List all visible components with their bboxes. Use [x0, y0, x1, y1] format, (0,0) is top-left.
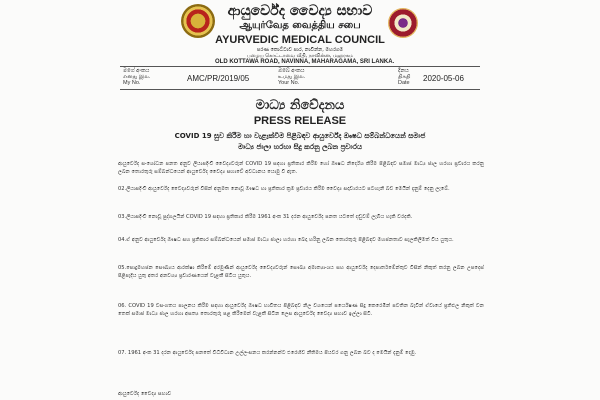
council-name-tamil: ஆயுர்வேத வைத்திய சபை	[239, 20, 361, 31]
subject-line-1: COVID 19 සුව කිරීම හා වැළැක්වීම පිළිබඳව ආයුර්වේද ඖෂධ සම්බන්ධයෙන් සමාජ	[174, 132, 426, 140]
header-divider	[120, 66, 480, 67]
body-paragraph-7: 07. 1961 අංක 31 දරන ආයුර්වේද පනතේ විධිවිධාන උල්ලංඝනය කරන්නන්ට එරෙහිව නීතිමය පියවර ගනු ලබන බව ද මෙයින් දැනුම් දෙමු.	[118, 350, 417, 356]
body-paragraph-3: 03.ලියාපදිංචි නොවූ පුද්ගලයින් COVID 19 සඳහා ප්‍රතිකාර කිරීම 1961 අංක 31 දරන ආයුර්වේද පනත යටතේ දඬුවම් ලැබිය හැකි වරදකි.	[118, 214, 413, 220]
council-name-english: AYURVEDIC MEDICAL COUNCIL	[215, 34, 385, 46]
reference-divider	[120, 89, 480, 90]
government-emblem-icon	[181, 4, 215, 38]
address-tamil: பழைய கொட்டாவை வீதி, நாவின்ன, மஹரகம	[246, 53, 354, 59]
date-label: දිනය திகதி Date	[398, 68, 411, 86]
address-sinhala: පරණ කොට්ටාව පාර, නාවින්න, මහරගම	[256, 47, 344, 53]
council-name-sinhala: ආයුර්වේද වෛද්‍ය සභාව	[227, 3, 373, 19]
your-no-label: ඔබේ අංකය உமது இல. Your No.	[278, 68, 306, 86]
page-title-sinhala: මාධ්‍ය නිවේදනය	[255, 98, 345, 113]
address-english: OLD KOTTAWA ROAD, NAVINNA, MAHARAGAMA, SRI LANKA.	[215, 59, 395, 65]
my-no-label: මගේ අංකය எனது இல. My No.	[123, 68, 151, 86]
body-paragraph-4: 04.ඒ අනුව ආයුර්වේද ඖෂධ සහ ප්‍රතිකාර සම්බන්ධයෙන් සමාජ මාධ්‍ය ජාලා හරහා බෙදා හරිනු ලබන තොරතුරු පිළිබඳව මහජනතාව සැලකිලිමත් විය යුතුය.	[118, 237, 454, 243]
date-value: 2020-05-06	[423, 74, 464, 83]
body-paragraph-6: 06. COVID 19 වසංගතය පාලනය කිරීම සඳහා ආයුර්වේද ඖෂධ භාවිතය පිළිබඳව නිල වශයෙන් පර්යේෂණ සිදු කෙරෙමින් පවතින බැවින් ඒවායේ ප්‍රතිඵල නිකුත් වන තෙක් සමාජ මාධ්‍ය ජාල හරහා අසත්‍ය තොරතුරු පළ කිරීමෙන් වැළකී සිටින ලෙස ආයුර්වේද වෛද්‍ය සභාව ඉල්ලා සිටී.	[118, 303, 484, 318]
signature-line: ආයුර්වේද වෛද්‍ය සභාව	[118, 391, 172, 397]
body-paragraph-5: 05.පොදුමහජන සෞඛ්‍යය ආරක්ෂා කිරීමේ අරමුණින් ආයුර්වේද වෛද්‍යවරුන් සෞඛ්‍ය අමාත්‍යාංශය සහ ආයුර්වේද දෙපාර්තමේන්තුව විසින් නිකුත් කරනු ලබන උපදෙස් පිළිපැදිය යුතු අතර අනවශ්‍ය ප්‍රචාරණයෙන් වැළකී සිටිය යුතුය.	[118, 265, 484, 280]
page-title: PRESS RELEASE	[253, 115, 347, 127]
council-logo-icon	[388, 8, 418, 38]
body-paragraph-1: ආයුර්වේද සංශෝධන පනත අනුව ලියාපදිංචි වෛද්‍යවරුන් COVID 19 සඳහා ප්‍රතිකාර කිරීම හෝ ඖෂධ නිර්දේශ කිරීම පිළිබඳව සමාජ මාධ්‍ය ජාල හරහා ප්‍රචාරය කරනු ලබන තොරතුරු සම්බන්ධයෙන් ආයුර්වේද වෛද්‍ය සභාවේ අවධානය යොමු වී ඇත.	[118, 161, 484, 176]
body-paragraph-2: 02.ලියාපදිංචි ආයුර්වේද වෛද්‍යවරුන් විසින් අනුමත නොවූ ඖෂධ හා ප්‍රතිකාර ක්‍රම ප්‍රචාරය කිරීම වෛද්‍ය සදාචාරයට පටහැනි බව මෙයින් දැනුම් දෙනු ලැබේ.	[118, 186, 450, 192]
subject-line-2: මාධ්‍ය ජාලා හරහා සිදු කරනු ලබන ප්‍රචාරය	[238, 143, 362, 151]
my-no-value: AMC/PR/2019/05	[187, 74, 250, 83]
